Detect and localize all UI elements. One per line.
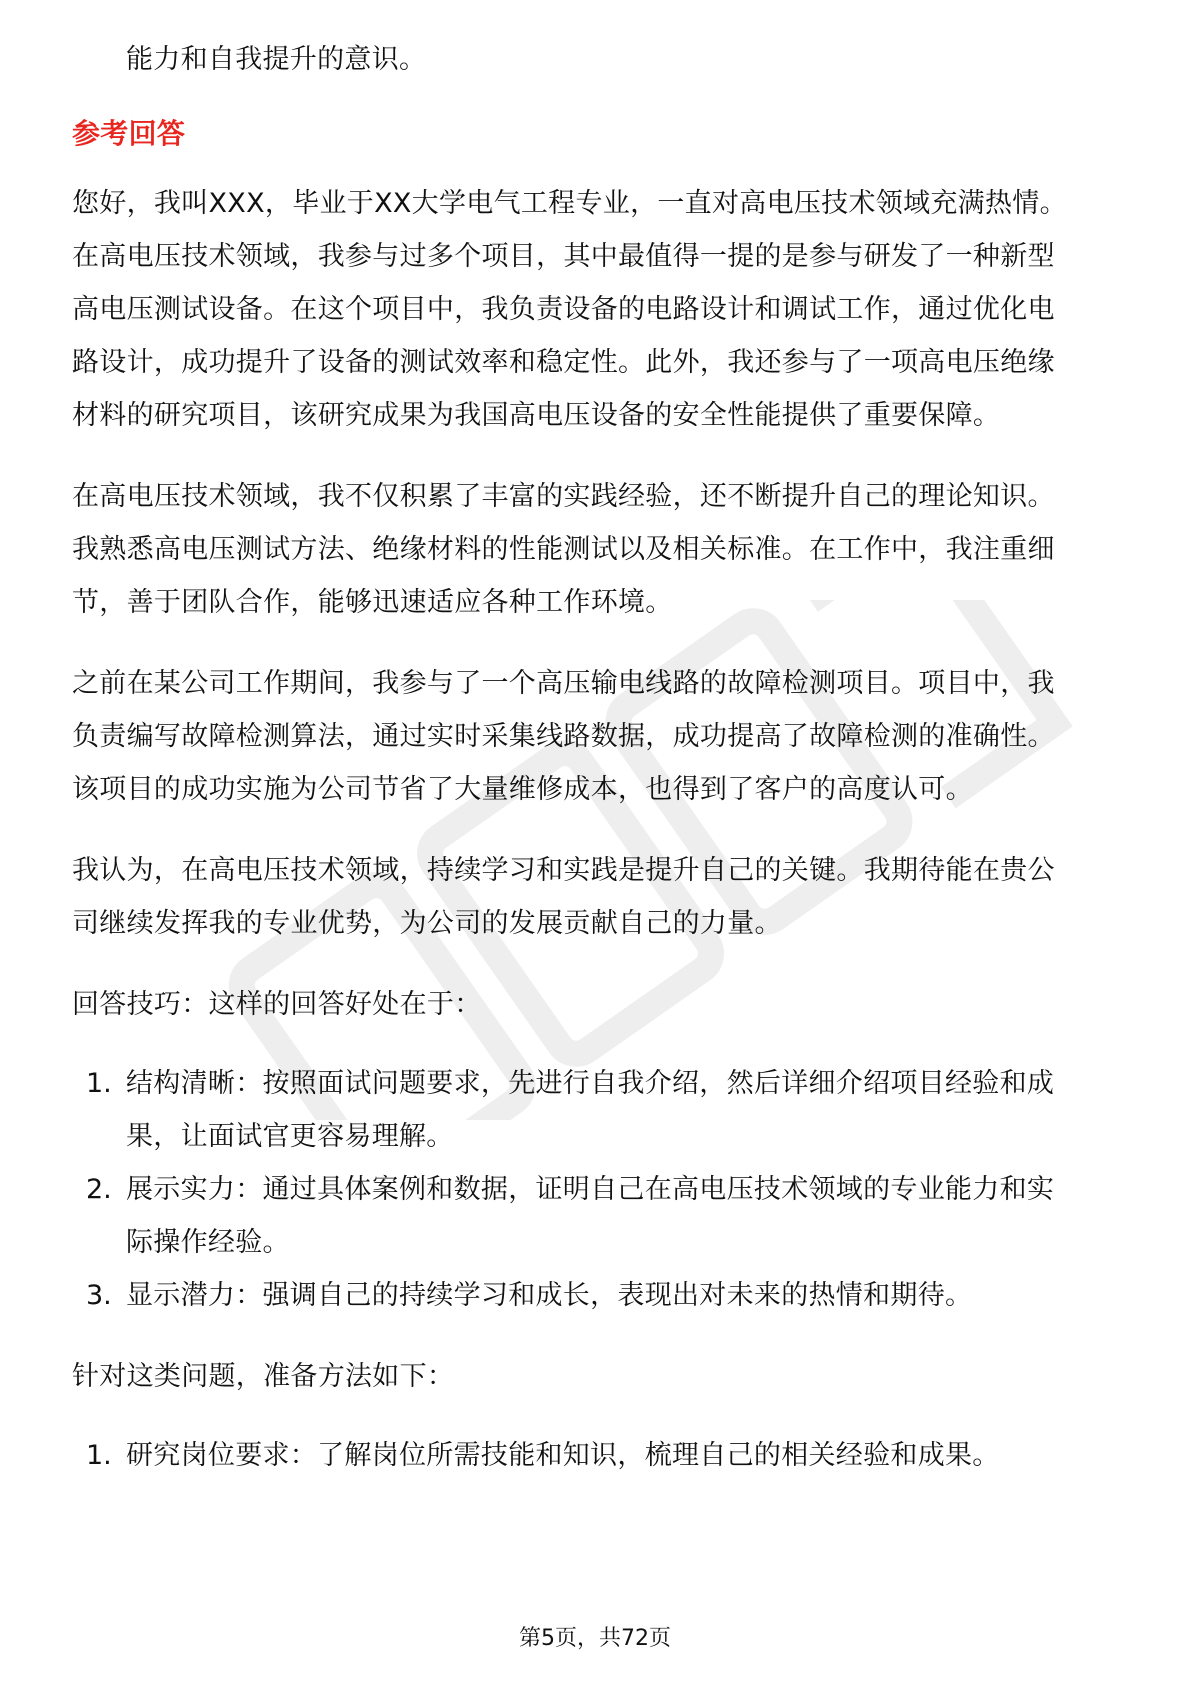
paragraph-line: 高电压测试设备。在这个项目中，我负责设备的电路设计和调试工作，通过优化电 <box>72 294 1055 325</box>
continuation-text: 能力和自我提升的意识。 <box>126 44 427 75</box>
reference-answer-heading: 参考回答 <box>72 117 186 150</box>
paragraph-line: 在高电压技术领域，我不仅积累了丰富的实践经验，还不断提升自己的理论知识。 <box>72 481 1055 512</box>
list-item-line: 展示实力：通过具体案例和数据，证明自己在高电压技术领域的专业能力和实 <box>126 1174 1055 1205</box>
list-item-line: 果，让面试官更容易理解。 <box>126 1121 454 1152</box>
paragraph-line: 节，善于团队合作，能够迅速适应各种工作环境。 <box>72 587 673 618</box>
list-number: 1. <box>86 1068 112 1099</box>
paragraph-line: 我认为，在高电压技术领域，持续学习和实践是提升自己的关键。我期待能在贵公 <box>72 855 1055 886</box>
page-number-footer: 第5页，共72页 <box>519 1626 671 1651</box>
prep-intro: 针对这类问题，准备方法如下： <box>72 1361 455 1392</box>
paragraph-line: 之前在某公司工作期间，我参与了一个高压输电线路的故障检测项目。项目中，我 <box>72 668 1055 699</box>
paragraph-line: 该项目的成功实施为公司节省了大量维修成本，也得到了客户的高度认可。 <box>72 774 973 805</box>
list-item-line: 结构清晰：按照面试问题要求，先进行自我介绍，然后详细介绍项目经验和成 <box>126 1068 1055 1099</box>
list-item-line: 际操作经验。 <box>126 1227 290 1258</box>
list-item-line: 研究岗位要求：了解岗位所需技能和知识，梳理自己的相关经验和成果。 <box>126 1440 1000 1471</box>
paragraph-line: 您好，我叫XXX，毕业于XX大学电气工程专业，一直对高电压技术领域充满热情。 <box>72 188 1067 219</box>
paragraph-line: 路设计，成功提升了设备的测试效率和稳定性。此外，我还参与了一项高电压绝缘 <box>72 347 1055 378</box>
paragraph-line: 司继续发挥我的专业优势，为公司的发展贡献自己的力量。 <box>72 908 782 939</box>
paragraph-line: 在高电压技术领域，我参与过多个项目，其中最值得一提的是参与研发了一种新型 <box>72 241 1055 272</box>
list-number: 3. <box>86 1280 112 1311</box>
list-number: 2. <box>86 1174 112 1205</box>
paragraph-line: 我熟悉高电压测试方法、绝缘材料的性能测试以及相关标准。在工作中，我注重细 <box>72 534 1055 565</box>
list-item-line: 显示潜力：强调自己的持续学习和成长，表现出对未来的热情和期待。 <box>126 1280 973 1311</box>
list-number: 1. <box>86 1440 112 1471</box>
tips-intro: 回答技巧：这样的回答好处在于： <box>72 989 482 1020</box>
paragraph-line: 材料的研究项目，该研究成果为我国高电压设备的安全性能提供了重要保障。 <box>72 400 1001 431</box>
paragraph-line: 负责编写故障检测算法，通过实时采集线路数据，成功提高了故障检测的准确性。 <box>72 721 1055 752</box>
